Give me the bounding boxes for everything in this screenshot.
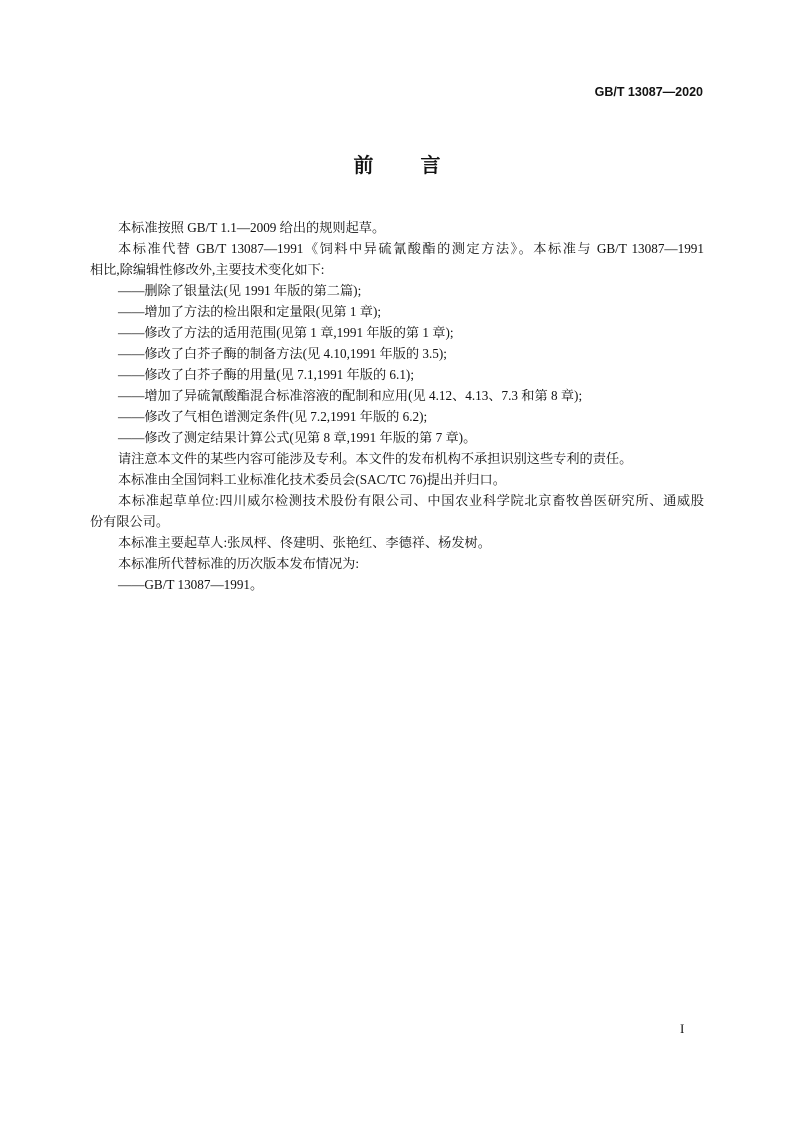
paragraph-patent-notice: 请注意本文件的某些内容可能涉及专利。本文件的发布机构不承担识别这些专利的责任。	[118, 451, 633, 466]
page-number: I	[680, 1021, 685, 1036]
change-item: ——增加了方法的检出限和定量限(见第 1 章);	[118, 304, 382, 319]
paragraph-replaces-line-2: 相比,除编辑性修改外,主要技术变化如下:	[90, 262, 325, 277]
change-item: ——修改了白芥子酶的用量(见 7.1,1991 年版的 6.1);	[118, 367, 414, 382]
paragraph-drafting-rules: 本标准按照 GB/T 1.1—2009 给出的规则起草。	[118, 220, 386, 235]
foreword-body	[90, 217, 704, 595]
paragraph-drafting-units-line-2: 份有限公司。	[90, 514, 170, 529]
change-item: ——增加了异硫氰酸酯混合标准溶液的配制和应用(见 4.12、4.13、7.3 和第 8 章);	[118, 388, 583, 403]
standard-code: GB/T 13087—2020	[594, 85, 703, 99]
paragraph-previous-editions: 本标准所代替标准的历次版本发布情况为:	[118, 556, 360, 571]
change-item: ——修改了白芥子酶的制备方法(见 4.10,1991 年版的 3.5);	[118, 346, 447, 361]
change-item: ——修改了测定结果计算公式(见第 8 章,1991 年版的第 7 章)。	[118, 430, 477, 445]
paragraph-proposer: 本标准由全国饲料工业标准化技术委员会(SAC/TC 76)提出并归口。	[118, 472, 506, 487]
change-item: ——删除了银量法(见 1991 年版的第二篇);	[118, 283, 362, 298]
paragraph-drafters: 本标准主要起草人:张凤枰、佟建明、张艳红、李德祥、杨发树。	[118, 535, 491, 550]
paragraph-drafting-units-line-1: 本标准起草单位:四川威尔检测技术股份有限公司、中国农业科学院北京畜牧兽医研究所、通威股	[118, 493, 704, 508]
paragraph-replaces-line-1: 本标准代替 GB/T 13087—1991《饲料中异硫氰酸酯的测定方法》。本标准与 GB/T 13087—1991	[118, 241, 704, 256]
change-item: ——修改了气相色谱测定条件(见 7.2,1991 年版的 6.2);	[118, 409, 428, 424]
page-title: 前 言	[353, 153, 461, 177]
previous-edition-item: ——GB/T 13087—1991。	[118, 577, 264, 592]
change-item: ——修改了方法的适用范围(见第 1 章,1991 年版的第 1 章);	[118, 325, 454, 340]
